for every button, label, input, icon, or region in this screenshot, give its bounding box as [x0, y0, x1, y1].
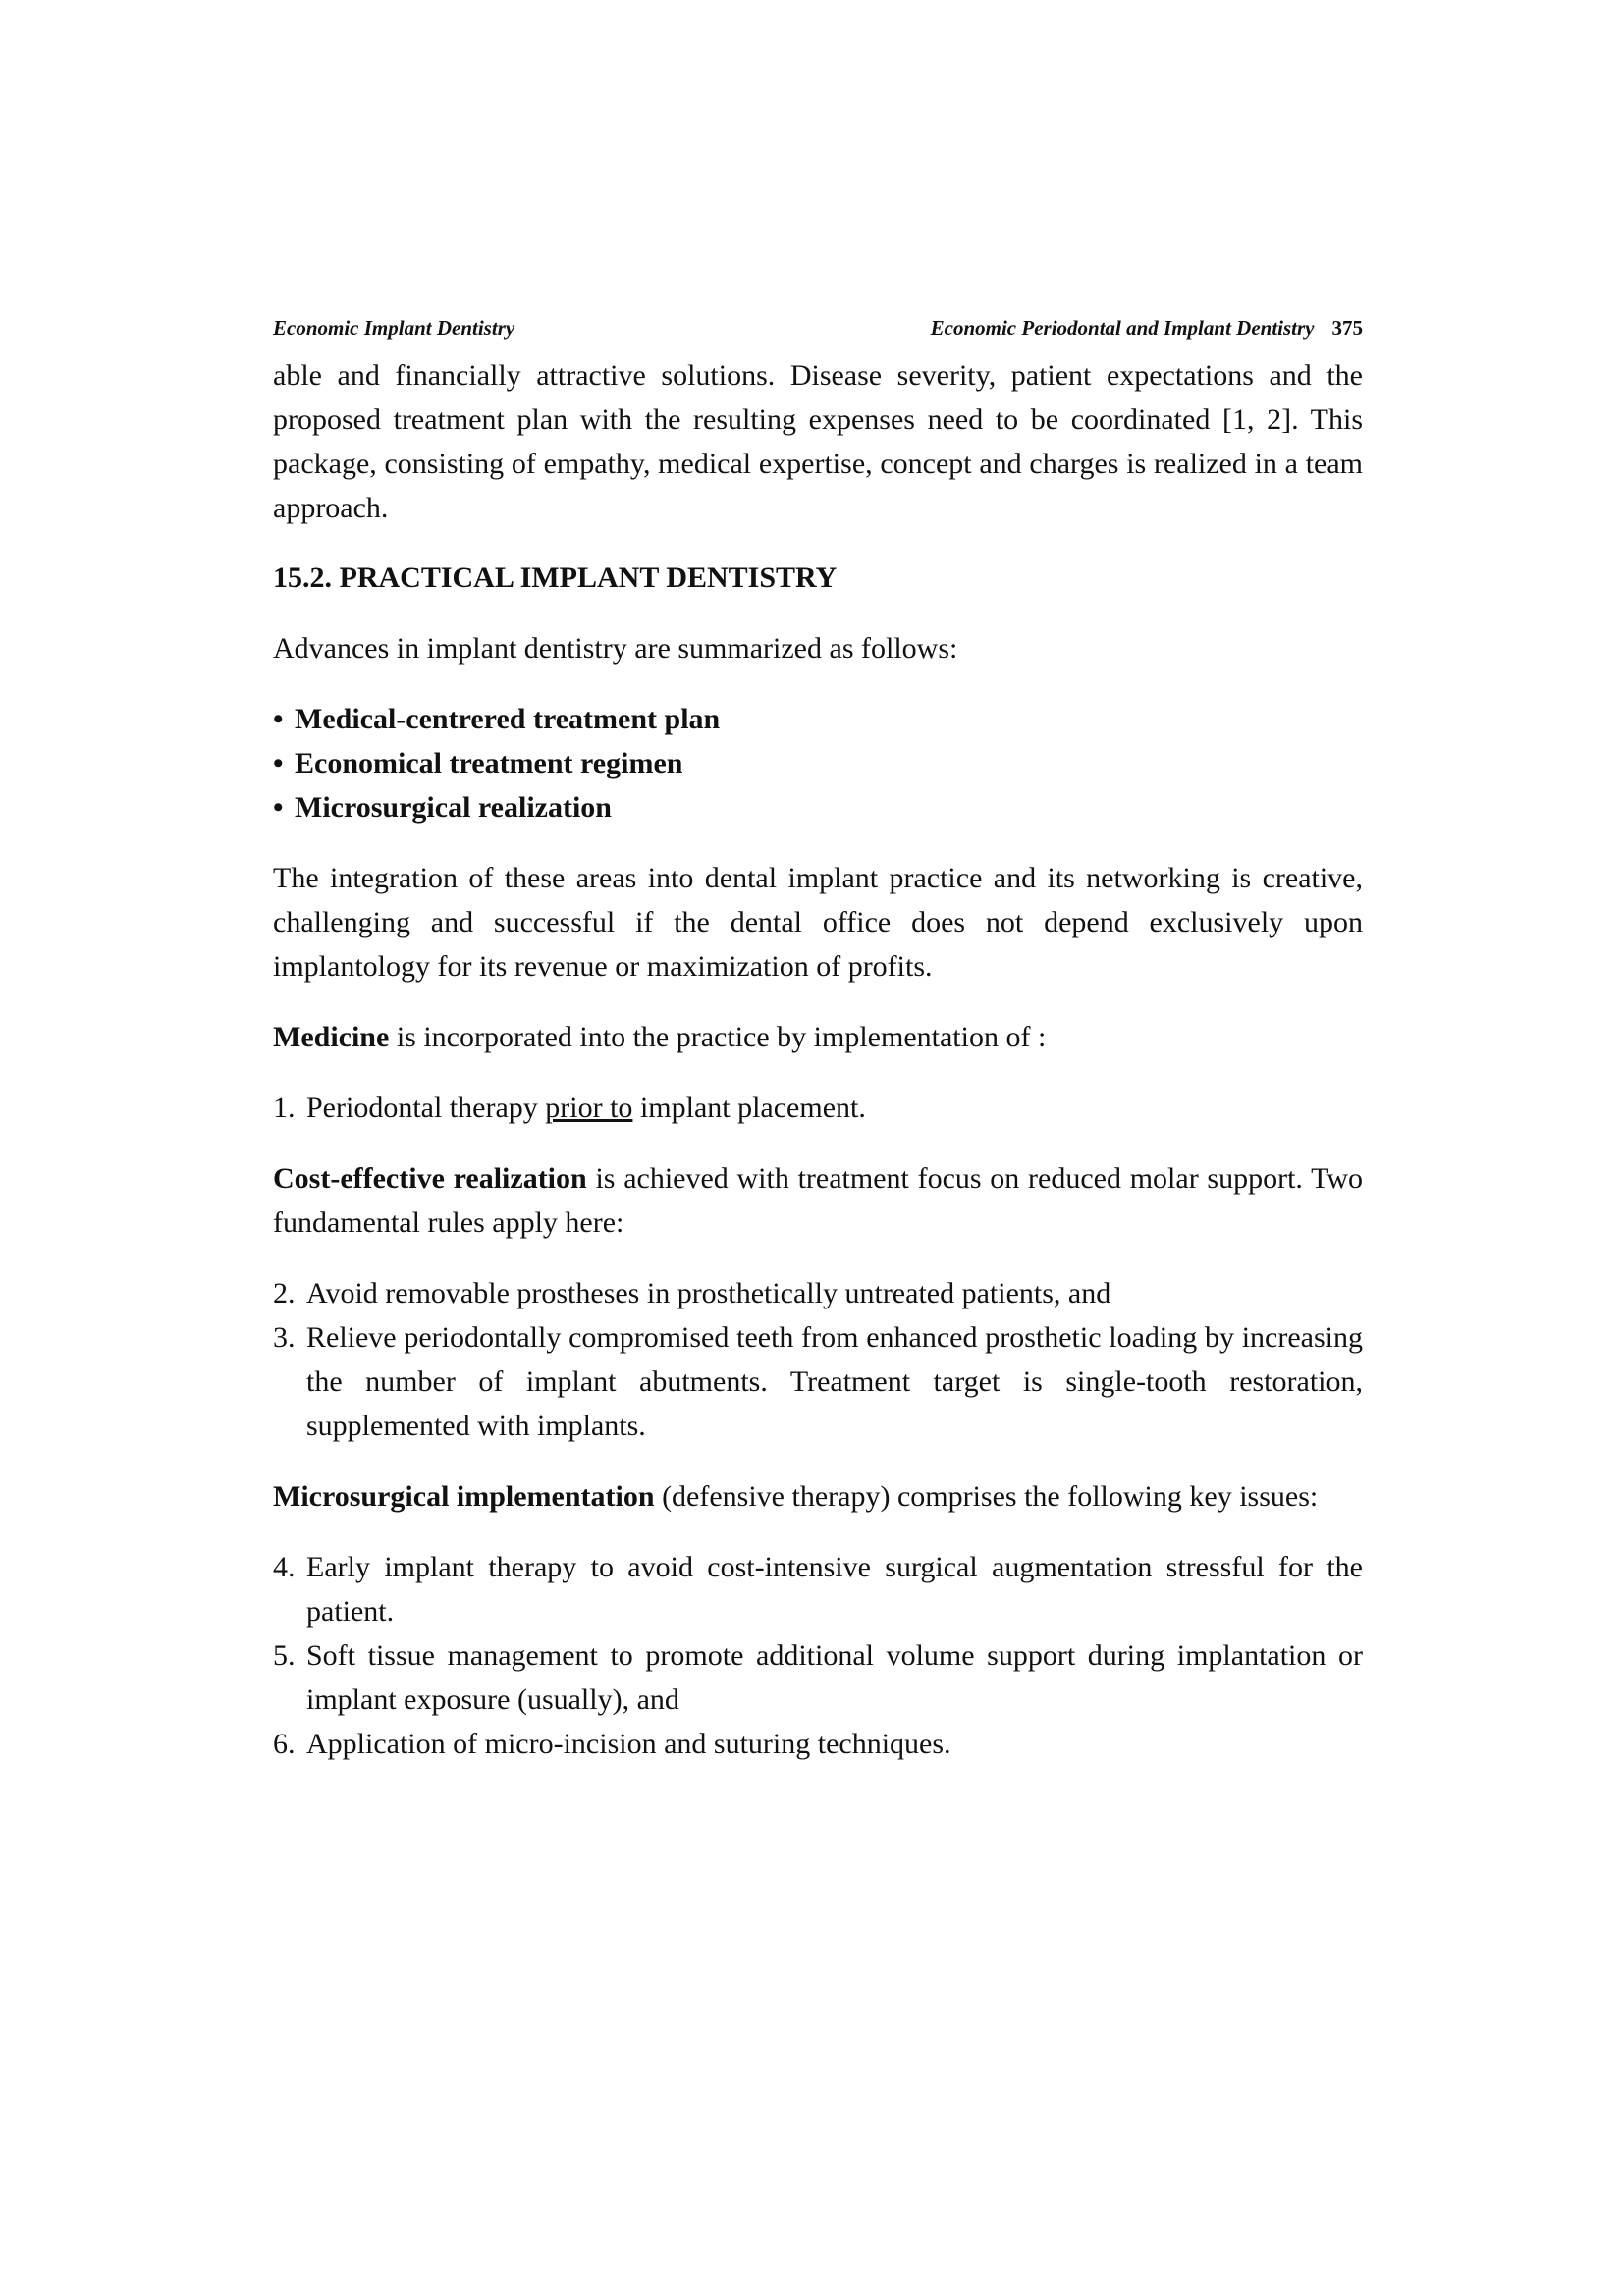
- list-item: [273, 1545, 1363, 1633]
- section-heading: 15.2. PRACTICAL IMPLANT DENTISTRY: [273, 561, 838, 594]
- page-number: 375: [1331, 316, 1363, 340]
- bullet-icon: •: [273, 703, 284, 735]
- running-header-left: Economic Implant Dentistry: [273, 316, 515, 340]
- list-item: [273, 1086, 1363, 1130]
- cost-list: [273, 1271, 1363, 1448]
- running-header-right-group: [931, 316, 1363, 341]
- item-number: 6.: [273, 1728, 296, 1760]
- book-page: [273, 316, 1363, 1766]
- item-number: 3.: [273, 1321, 296, 1354]
- list-item: [273, 697, 1363, 741]
- bullet-icon: •: [273, 747, 284, 779]
- cost-paragraph: [273, 1156, 1363, 1245]
- medicine-term: Medicine: [273, 1021, 390, 1053]
- cost-term: Cost-effective realization: [273, 1162, 587, 1195]
- item-number: 1.: [273, 1092, 296, 1124]
- item-text: implant placement.: [632, 1092, 866, 1124]
- advances-list: [273, 697, 1363, 829]
- list-item-text: Medical-centrered treatment plan: [295, 703, 721, 735]
- integration-paragraph: The integration of these areas into dental implant practice and its networking is creative, challenging and successful if the dental office does not depend exclusively upon implantology for its revenue or maximization of profits.: [273, 862, 1363, 983]
- cost-text: is achieved with treatment focus on reduced molar support. Two fundamental rules apply here:: [273, 1162, 1363, 1239]
- item-number: 5.: [273, 1639, 296, 1672]
- running-header: [273, 316, 1363, 346]
- medicine-text: is incorporated into the practice by implementation of :: [389, 1021, 1047, 1053]
- item-number: 4.: [273, 1551, 296, 1583]
- list-item: [273, 1633, 1363, 1722]
- item-text: Periodontal therapy: [306, 1092, 546, 1124]
- list-item: [273, 1315, 1363, 1448]
- micro-text: (defensive therapy) comprises the following key issues:: [654, 1480, 1319, 1513]
- underlined-text: prior to: [545, 1092, 633, 1124]
- list-item: [273, 1722, 1363, 1766]
- micro-paragraph: [273, 1474, 1363, 1519]
- list-item-text: Microsurgical realization: [295, 791, 612, 824]
- list-item: [273, 785, 1363, 829]
- item-text: Early implant therapy to avoid cost-intensive surgical augmentation stressful for the patient.: [306, 1551, 1363, 1628]
- item-text: Application of micro-incision and suturing techniques.: [306, 1728, 951, 1760]
- list-item: [273, 1271, 1363, 1315]
- item-text: Relieve periodontally compromised teeth from enhanced prosthetic loading by increasing the number of implant abutments. Treatment target is single-tooth restoration, supplemented with implants.: [306, 1321, 1363, 1442]
- item-text: Soft tissue management to promote additional volume support during implantation or implant exposure (usually), and: [306, 1639, 1363, 1716]
- item-text: Avoid removable prostheses in prosthetically untreated patients, and: [306, 1277, 1111, 1309]
- intro-paragraph: able and financially attractive solutions. Disease severity, patient expectations and the proposed treatment plan with the resulting expenses need to be coordinated [1, 2]. This package, consisting of empathy, medical expertise, concept and charges is realized in a team approach.: [273, 359, 1363, 524]
- micro-term: Microsurgical implementation: [273, 1480, 655, 1513]
- item-number: 2.: [273, 1277, 296, 1309]
- list-item: [273, 741, 1363, 785]
- running-header-right: Economic Periodontal and Implant Dentistry: [930, 316, 1315, 340]
- bullet-icon: •: [273, 791, 284, 824]
- list-item-text: Economical treatment regimen: [295, 747, 683, 779]
- medicine-list: [273, 1086, 1363, 1130]
- medicine-paragraph: [273, 1015, 1363, 1059]
- micro-list: [273, 1545, 1363, 1766]
- section-lead: Advances in implant dentistry are summarized as follows:: [273, 632, 958, 665]
